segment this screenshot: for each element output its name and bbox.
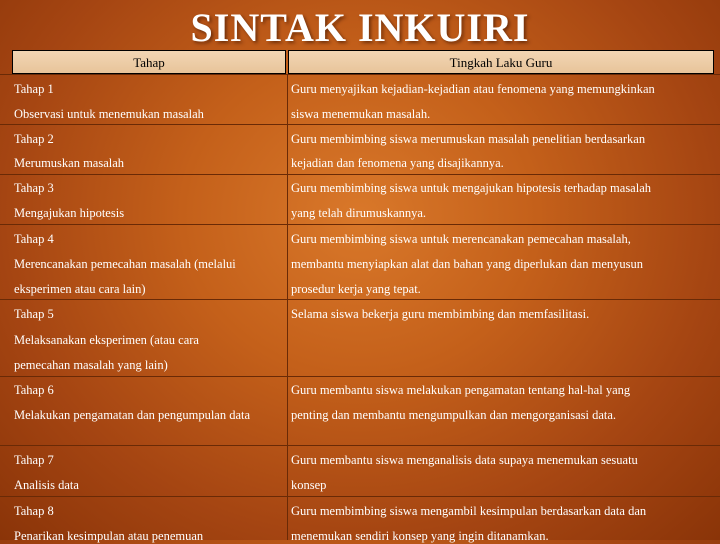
table-row-separator bbox=[0, 174, 720, 175]
tahap-cell-text: pemecahan masalah yang lain) bbox=[14, 358, 168, 372]
tahap-cell-text: Merencanakan pemecahan masalah (melalui bbox=[14, 257, 236, 271]
guru-cell-text: yang telah dirumuskannya. bbox=[291, 206, 427, 220]
guru-cell-text: Guru membimbing siswa merumuskan masalah penelitian berdasarkan bbox=[291, 132, 646, 146]
page-title: SINTAK INKUIRI bbox=[190, 5, 530, 50]
tahap-cell-text: eksperimen atau cara lain) bbox=[14, 282, 146, 296]
guru-cell-text: Guru membantu siswa menganalisis data supaya menemukan sesuatu bbox=[291, 453, 638, 467]
table-row-separator bbox=[0, 496, 720, 497]
tahap-cell-text: Tahap 7 bbox=[14, 453, 54, 467]
table-row-separator bbox=[0, 74, 720, 75]
header-tingkah-laku-guru: Tingkah Laku Guru bbox=[288, 50, 714, 74]
table-row-separator bbox=[0, 224, 720, 225]
tahap-cell-text: Tahap 6 bbox=[14, 383, 54, 397]
guru-cell-text: konsep bbox=[291, 478, 327, 492]
guru-cell-text: membantu menyiapkan alat dan bahan yang diperlukan dan menyusun bbox=[291, 257, 643, 271]
guru-cell-text: Guru membimbing siswa untuk merencanakan pemecahan masalah, bbox=[291, 232, 631, 246]
table-row-separator bbox=[0, 376, 720, 377]
guru-cell-text: Guru menyajikan kejadian-kejadian atau fenomena yang memungkinkan bbox=[291, 82, 655, 96]
guru-cell-text: kejadian dan fenomena yang disajikannya. bbox=[291, 156, 504, 170]
guru-cell-text: prosedur kerja yang tepat. bbox=[291, 282, 421, 296]
tahap-cell-text: Penarikan kesimpulan atau penemuan bbox=[14, 529, 204, 543]
guru-cell-text: penting dan membantu mengumpulkan dan mengorganisasi data. bbox=[291, 408, 617, 422]
header-tahap: Tahap bbox=[12, 50, 286, 74]
tahap-cell-text: Tahap 2 bbox=[14, 132, 54, 146]
tahap-cell-text: Observasi untuk menemukan masalah bbox=[14, 107, 204, 121]
table-row-separator bbox=[0, 445, 720, 446]
tahap-cell-text: Analisis data bbox=[14, 478, 79, 492]
table-row-separator bbox=[0, 299, 720, 300]
tahap-cell-text: Tahap 1 bbox=[14, 82, 54, 96]
guru-cell-text: Guru membimbing siswa mengambil kesimpulan berdasarkan data dan bbox=[291, 504, 647, 518]
guru-cell-text: siswa menemukan masalah. bbox=[291, 107, 431, 121]
tahap-cell-text: Melakukan pengamatan dan pengumpulan data bbox=[14, 408, 251, 422]
guru-cell-text: Selama siswa bekerja guru membimbing dan memfasilitasi. bbox=[291, 307, 590, 321]
guru-cell-text: Guru membimbing siswa untuk mengajukan hipotesis terhadap masalah bbox=[291, 181, 651, 195]
table-row-separator bbox=[0, 124, 720, 125]
guru-cell-text: Guru membantu siswa melakukan pengamatan tentang hal-hal yang bbox=[291, 383, 631, 397]
tahap-cell-text: Tahap 8 bbox=[14, 504, 54, 518]
guru-cell-text: menemukan sendiri konsep yang ingin ditanamkan. bbox=[291, 529, 549, 543]
tahap-cell-text: Tahap 4 bbox=[14, 232, 54, 246]
tahap-cell-text: Mengajukan hipotesis bbox=[14, 206, 125, 220]
tahap-cell-text: Merumuskan masalah bbox=[14, 156, 125, 170]
column-divider bbox=[287, 74, 288, 540]
tahap-cell-text: Tahap 3 bbox=[14, 181, 54, 195]
tahap-cell-text: Tahap 5 bbox=[14, 307, 54, 321]
tahap-cell-text: Melaksanakan eksperimen (atau cara bbox=[14, 333, 199, 347]
